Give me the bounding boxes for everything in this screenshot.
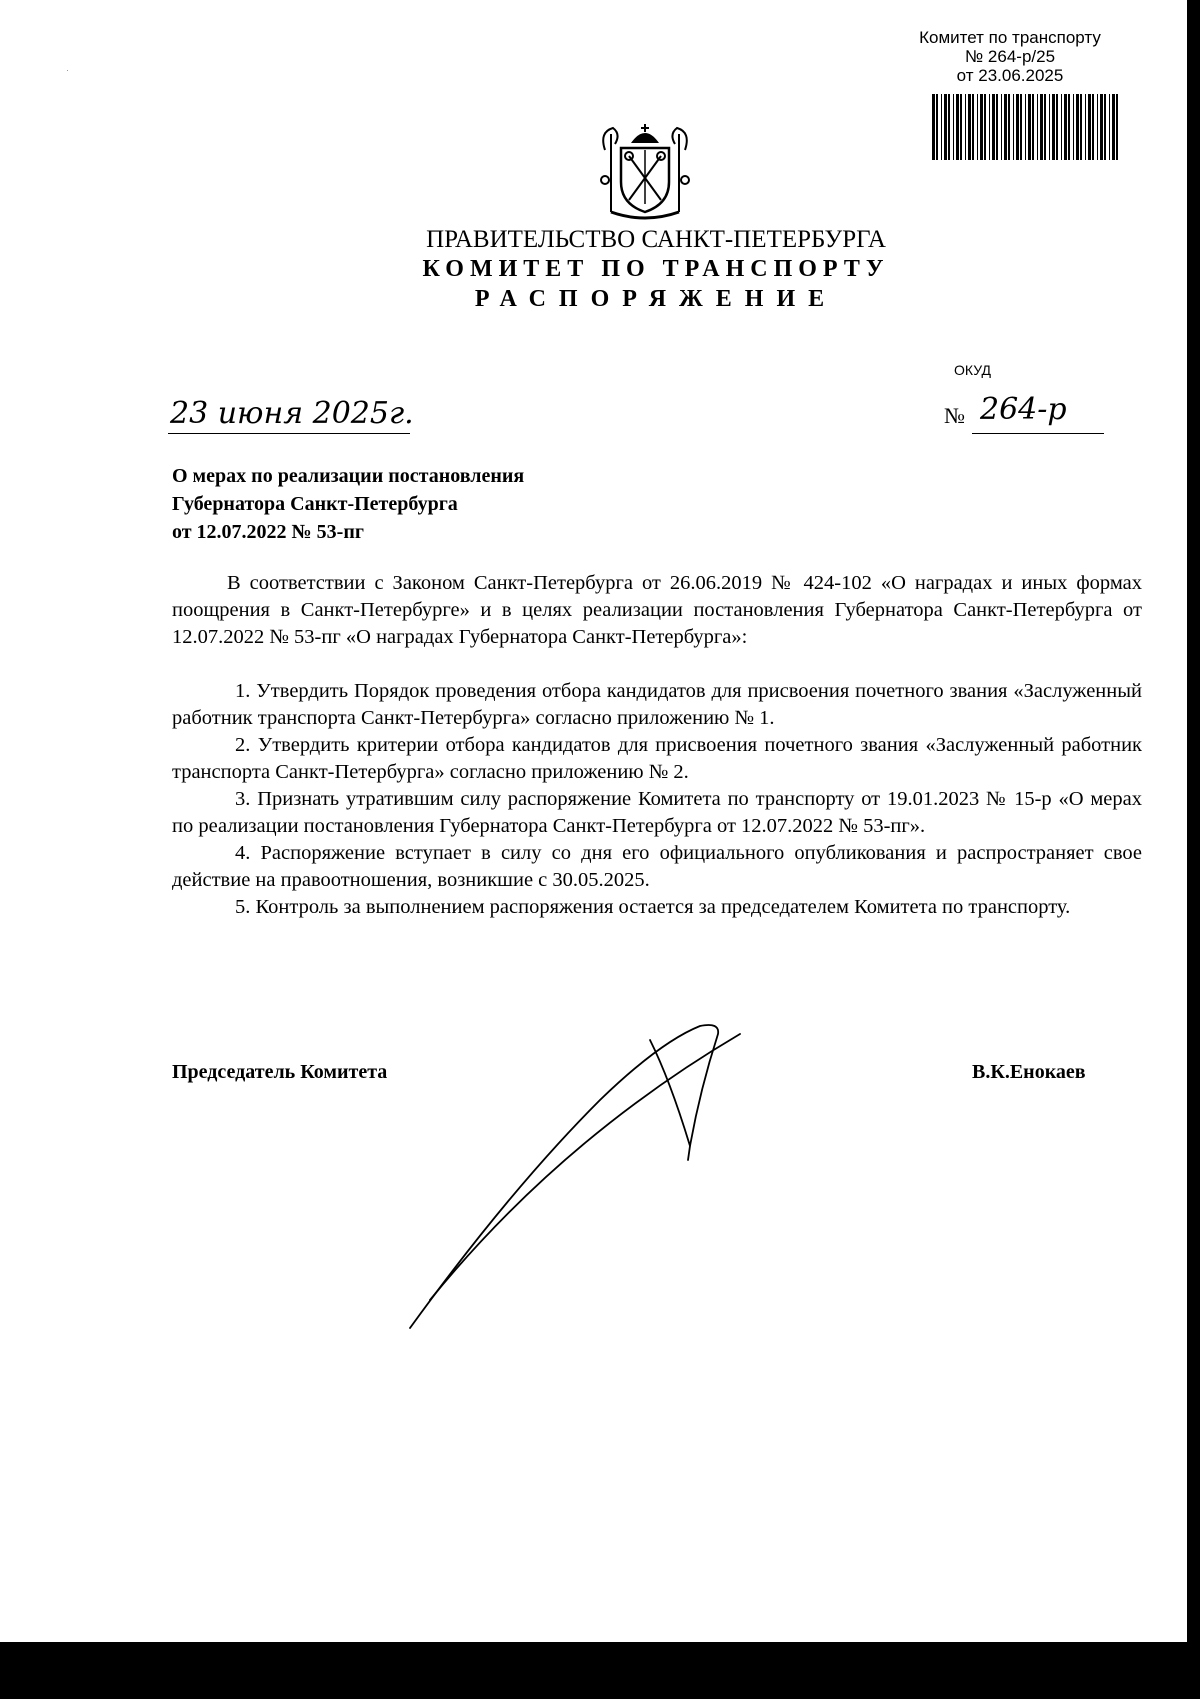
barcode-bar (1052, 94, 1055, 160)
title-line: Губернатора Санкт-Петербурга (172, 493, 458, 515)
registration-date: от 23.06.2025 (956, 66, 1064, 85)
barcode-bar (996, 94, 998, 160)
barcode-bar (1032, 94, 1034, 160)
barcode-bar (948, 94, 950, 160)
intro-paragraph: В соответствии с Законом Санкт-Петербурга от 26.06.2019 № 424-102 «О наградах и иных формах поощрения в Санкт-Петербурге» и в целях реализации постановления Губернатора Санкт-Петербурга от 12.07.2022 № 53-пг «О наградах Губернатора Санкт-Петербурга»: (172, 572, 1142, 648)
barcode-bar (965, 94, 966, 160)
number-label: № (944, 403, 965, 428)
barcode-bar (941, 94, 942, 160)
barcode-bar (968, 94, 971, 160)
barcode-icon (932, 94, 1118, 160)
signatory-position: Председатель Комитета (172, 1061, 388, 1083)
document-type-heading: РАСПОРЯЖЕНИЕ (474, 286, 838, 312)
number-underline (972, 433, 1104, 434)
list-item: 2. Утвердить критерии отбора кандидатов для присвоения почетного звания «Заслуженный работник транспорта Санкт-Петербурга» согласно приложению № 2. (172, 734, 1142, 783)
registration-number: № 264-р/25 (964, 47, 1056, 66)
barcode-bar (1037, 94, 1038, 160)
list-item: 1. Утвердить Порядок проведения отбора кандидатов для присвоения почетного звания «Заслуженный работник транспорта Санкт-Петербурга» согласно приложению № 1. (172, 680, 1142, 729)
barcode-bar (1064, 94, 1067, 160)
barcode-bar (1073, 94, 1074, 160)
scan-speck (67, 70, 68, 71)
document-body (172, 570, 1142, 921)
barcode-bar (1116, 94, 1118, 160)
barcode-bar (1097, 94, 1098, 160)
st-petersburg-coat-of-arms-icon (595, 120, 695, 222)
barcode-bar (1104, 94, 1106, 160)
list-item: 4. Распоряжение вступает в силу со дня его официального опубликования и распространяет свое действие на правоотношения, возникшие с 30.05.2025. (172, 842, 1142, 891)
barcode-bar (944, 94, 947, 160)
barcode-bar (989, 94, 990, 160)
signatory-name: В.К.Енокаев (972, 1061, 1086, 1083)
barcode-bar (1044, 94, 1046, 160)
barcode-bar (1008, 94, 1010, 160)
barcode-bar (1080, 94, 1082, 160)
registration-committee: Комитет по транспорту (919, 28, 1101, 47)
barcode-bar (980, 94, 983, 160)
title-line: от 12.07.2022 № 53-пг (172, 521, 364, 543)
barcode-bar (1025, 94, 1026, 160)
government-heading: ПРАВИТЕЛЬСТВО САНКТ-ПЕТЕРБУРГА (426, 226, 886, 253)
barcode-bar (1085, 94, 1086, 160)
barcode-bar (960, 94, 962, 160)
registration-stamp (890, 28, 1130, 85)
handwritten-signature-icon (400, 1020, 760, 1340)
date-underline (168, 433, 410, 434)
okud-label: ОКУД (954, 362, 991, 378)
barcode-bar (1020, 94, 1022, 160)
barcode-bar (977, 94, 978, 160)
barcode-bar (992, 94, 995, 160)
handwritten-date: 23 июня 2025г. (170, 396, 414, 431)
barcode-bar (1088, 94, 1091, 160)
barcode-bar (1056, 94, 1058, 160)
committee-heading: КОМИТЕТ ПО ТРАНСПОРТУ (422, 256, 890, 282)
barcode-bar (1004, 94, 1007, 160)
barcode-bar (1016, 94, 1019, 160)
barcode-bar (956, 94, 959, 160)
barcode-bar (1013, 94, 1014, 160)
barcode-bar (1061, 94, 1062, 160)
list-item: 5. Контроль за выполнением распоряжения остается за председателем Комитета по транспорту. (235, 896, 1071, 918)
barcode-bar (1028, 94, 1031, 160)
title-line: О мерах по реализации постановления (172, 465, 525, 487)
list-item: 3. Признать утратившим силу распоряжение Комитета по транспорту от 19.01.2023 № 15-р «О мерах по реализации постановления Губернатора Санкт-Петербурга от 12.07.2022 № 53-пг». (172, 788, 1142, 837)
barcode-bar (1076, 94, 1079, 160)
barcode-bar (1100, 94, 1103, 160)
barcode-bar (1001, 94, 1002, 160)
barcode-bar (1109, 94, 1110, 160)
document-title (172, 462, 524, 546)
barcode-bar (984, 94, 986, 160)
barcode-bar (1068, 94, 1070, 160)
barcode-bar (1040, 94, 1043, 160)
barcode-bar (972, 94, 974, 160)
barcode-bar (1049, 94, 1050, 160)
barcode-bar (932, 94, 935, 160)
barcode-bar (936, 94, 938, 160)
barcode-bar (953, 94, 954, 160)
handwritten-number: 264-р (980, 392, 1067, 427)
barcode-bar (1112, 94, 1115, 160)
barcode-bar (1092, 94, 1094, 160)
